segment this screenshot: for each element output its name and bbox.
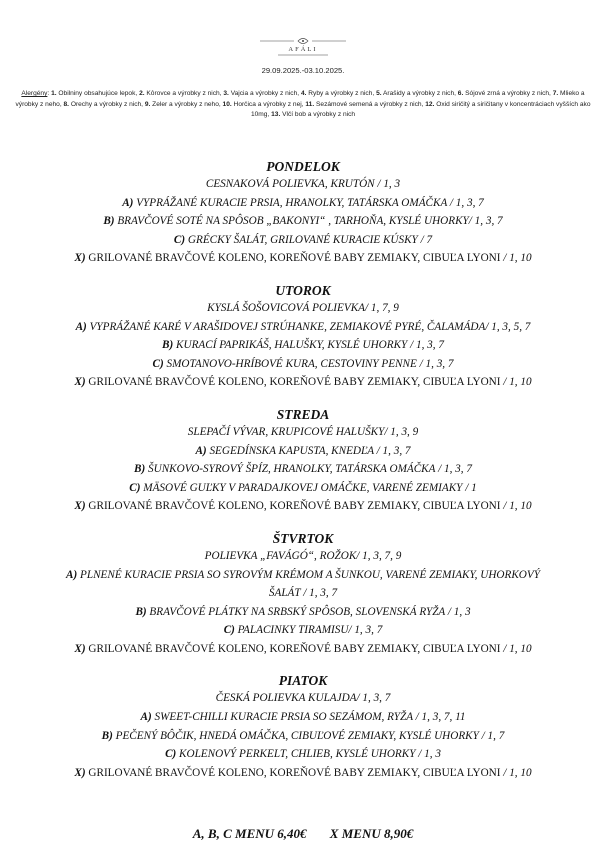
allergen-number: 4. [300, 90, 307, 97]
meal-key: A) [140, 711, 152, 724]
meal-line [0, 355, 606, 374]
x-meal-text: GRILOVANÉ BRAVČOVÉ KOLENO, KOREŇOVÉ BABY ZEMIAKY, CIBUĽA LYONI [85, 642, 504, 655]
meal-key: C) [223, 624, 235, 637]
x-meal-allergens: / 1, 10 [503, 642, 532, 655]
day-section [0, 406, 606, 516]
meal-text: SWEET-CHILLI KURACIE PRSIA SO SEZÁMOM, RYŽA / 1, 3, 7, 11 [151, 711, 466, 724]
x-meal-key: X) [74, 376, 86, 389]
allergen-number: 1. [51, 90, 57, 97]
weekly-menu [0, 158, 606, 782]
x-meal-key: X) [74, 500, 86, 513]
meal-line [0, 603, 606, 622]
allergen-text: Sezámové semená a výrobky z nich, [314, 100, 426, 108]
meal-line [0, 479, 606, 498]
meal-line [0, 194, 606, 213]
x-meal-allergens: / 1, 10 [503, 376, 532, 389]
allergen-text: Arašidy a výrobky z nich, [381, 90, 458, 97]
logo-text: AFÁLI [288, 46, 318, 53]
allergen-text: Zeler a výrobky z neho, [150, 100, 223, 108]
allergen-number: 5. [376, 90, 382, 97]
allergen-text: Vlčí bob a výrobky z nich [280, 111, 356, 119]
meal-text: BRAVČOVÉ SOTÉ NA SPÔSOB „BAKONYI“ , TARHOŇA, KYSLÉ UHORKY/ 1, 3, 7 [114, 215, 503, 228]
meal-text: MÄSOVÉ GUĽKY V PARADAJKOVEJ OMÁČKE, VARENÉ ZEMIAKY / 1 [140, 481, 477, 494]
abc-menu-price: A, B, C MENU 6,40€ [192, 826, 307, 841]
allergen-text: Orechy a výrobky z nich, [68, 100, 145, 108]
day-section [0, 158, 606, 268]
meal-text: VYPRÁŽANÉ KARÉ V ARAŠIDOVEJ STRÚHANKE, ZEMIAKOVÉ PYRÉ, ČALAMÁDA/ 1, 3, 5, 7 [86, 320, 531, 333]
allergen-number: 7. [552, 90, 559, 97]
day-section [0, 672, 606, 782]
day-title: UTOROK [275, 282, 331, 298]
x-meal-key: X) [74, 252, 86, 265]
meal-line [0, 621, 606, 640]
allergen-number: 11. [305, 100, 315, 108]
meal-key: A) [122, 196, 134, 209]
meal-key: B) [103, 215, 115, 228]
meal-key: B) [135, 605, 147, 618]
x-menu-price: X MENU 8,90€ [329, 826, 414, 841]
allergen-number: 8. [63, 100, 69, 108]
x-meal-key: X) [74, 766, 86, 779]
allergen-text: Ryby a výrobky z nich, [306, 90, 377, 97]
soup-line: CESNAKOVÁ POLIEVKA, KRUTÓN / 1, 3 [205, 178, 401, 190]
day-spacer [0, 658, 606, 672]
allergen-text: Obilniny obsahujúce lepok, [56, 90, 140, 97]
meal-line [0, 212, 606, 231]
meal-text: PLNENÉ KURACIE PRSIA SO SYROVÝM KRÉMOM A ŠUNKOU, VARENÉ ZEMIAKY, UHORKOVÝ [77, 568, 540, 581]
meal-text: PEČENÝ BÔČIK, HNEDÁ OMÁČKA, CIBUĽOVÉ ZEMIAKY, KYSLÉ UHORKY / 1, 7 [112, 729, 505, 742]
meal-line [0, 336, 606, 355]
meal-text: ŠUNKOVO-SYROVÝ ŠPÍZ, HRANOLKY, TATÁRSKA OMÁČKA / 1, 3, 7 [145, 463, 472, 476]
allergen-text: Sójové zrná a výrobky z nich, [463, 90, 553, 97]
meal-text: GRÉCKY ŠALÁT, GRILOVANÉ KURACIE KÚSKY / 7 [185, 233, 433, 246]
meal-text: PALACINKY TIRAMISU/ 1, 3, 7 [234, 624, 383, 637]
x-meal-text: GRILOVANÉ BRAVČOVÉ KOLENO, KOREŇOVÉ BABY ZEMIAKY, CIBUĽA LYONI [85, 376, 504, 389]
x-meal-line [0, 249, 606, 268]
day-spacer [0, 392, 606, 406]
allergen-number: 3. [223, 90, 229, 97]
day-spacer [0, 268, 606, 282]
meal-line [0, 442, 606, 461]
x-meal-allergens: / 1, 10 [503, 252, 532, 265]
soup-line: SLEPAČÍ VÝVAR, KRUPICOVÉ HALUŠKY/ 1, 3, 9 [187, 425, 419, 438]
logo-ornament-icon [258, 36, 348, 46]
allergen-text: Oxid siričitý a siričitany v koncentráciach vyšších ako 10mg, [250, 100, 591, 119]
meal-key: B) [134, 463, 146, 476]
x-meal-text: GRILOVANÉ BRAVČOVÉ KOLENO, KOREŇOVÉ BABY ZEMIAKY, CIBUĽA LYONI [85, 766, 504, 779]
x-meal-key: X) [74, 642, 86, 655]
x-meal-text: GRILOVANÉ BRAVČOVÉ KOLENO, KOREŇOVÉ BABY ZEMIAKY, CIBUĽA LYONI [85, 500, 504, 513]
meal-text: KURACÍ PAPRIKÁŠ, HALUŠKY, KYSLÉ UHORKY / 1, 3, 7 [173, 339, 444, 352]
x-meal-line [0, 640, 606, 659]
meal-key: C) [165, 748, 177, 761]
allergen-number: 13. [271, 111, 281, 119]
allergen-text: Vajcia a výrobky z nich, [228, 90, 301, 97]
meal-key: A) [195, 444, 207, 457]
day-section [0, 530, 606, 659]
meal-line [0, 745, 606, 764]
allergen-number: 10. [222, 100, 232, 108]
meal-line [0, 460, 606, 479]
day-spacer [0, 516, 606, 530]
day-title: PIATOK [278, 673, 328, 689]
allergen-number: 2. [139, 90, 145, 97]
meal-key: C) [173, 233, 186, 246]
meal-key: A) [66, 568, 78, 581]
meal-text: SEGEDÍNSKA KAPUSTA, KNEDĽA / 1, 3, 7 [206, 444, 411, 457]
day-title: PONDELOK [266, 159, 340, 174]
meal-line [0, 708, 606, 727]
meal-line [0, 231, 606, 250]
day-title: STREDA [276, 406, 330, 422]
day-title: ŠTVRTOK [272, 530, 334, 546]
date-range: 29.09.2025.-03.10.2025. [261, 66, 345, 75]
meal-key: A) [75, 320, 87, 333]
meal-line [0, 727, 606, 746]
logo-underline-icon [258, 53, 348, 57]
x-meal-allergens: / 1, 10 [503, 500, 532, 513]
x-meal-line [0, 497, 606, 516]
soup-line: ČESKÁ POLIEVKA KULAJDA/ 1, 3, 7 [215, 692, 391, 705]
allergen-number: 9. [144, 100, 151, 108]
meal-key: C) [129, 481, 141, 494]
meal-line [0, 318, 606, 337]
allergen-number: 12. [425, 100, 435, 108]
meal-key: C) [152, 357, 164, 370]
meal-key: B) [162, 339, 174, 352]
meal-text: KOLENOVÝ PERKELT, CHLIEB, KYSLÉ UHORKY / 1, 3 [176, 748, 441, 761]
price-footer [0, 826, 606, 842]
meal-text: SMOTANOVO-HRÍBOVÉ KURA, CESTOVINY PENNE / 1, 3, 7 [163, 357, 454, 370]
x-meal-line [0, 373, 606, 392]
meal-key: B) [101, 729, 113, 742]
allergen-text: Mlieko a výrobky z neho, [15, 90, 585, 108]
meal-text: VYPRÁŽANÉ KURACIE PRSIA, HRANOLKY, TATÁRSKA OMÁČKA / 1, 3, 7 [133, 196, 484, 209]
x-meal-text: GRILOVANÉ BRAVČOVÉ KOLENO, KOREŇOVÉ BABY ZEMIAKY, CIBUĽA LYONI [85, 252, 504, 265]
allergen-text: Kôrovce a výrobky z nich, [144, 90, 224, 97]
x-meal-line [0, 764, 606, 783]
x-meal-allergens: / 1, 10 [503, 766, 532, 779]
allergen-text: Horčica a výrobky z nej, [231, 100, 306, 108]
meal-text: BRAVČOVÉ PLÁTKY NA SRBSKÝ SPÔSOB, SLOVENSKÁ RYŽA / 1, 3 [146, 605, 471, 618]
allergen-number: 6. [457, 90, 464, 97]
meal-line-continued: ŠALÁT / 1, 3, 7 [268, 587, 338, 600]
soup-line: POLIEVKA „FAVÁGÓ“, ROŽOK/ 1, 3, 7, 9 [204, 549, 402, 562]
allergen-legend: Alergény: 1. Obilniny obsahujúce lepok, 2. Kôrovce a výrobky z nich, 3. Vajcia a výrobky z nich, 4. Ryby a výrobky z nich, 5. Arašidy a výrobky z nich, 6. Sójové zrná a výrobky z nich, 7. Mlieko a výrobky z neho, 8. Orechy a výrobky z nich, 9. Zeler a výrobky z neho, 10. Horčica a výrobky z nej, 11. Sezámové semená a výrobky z nich, 12. Oxid siričitý a siričitany v koncentráciach vyšších ako 10mg, 13. Vlčí bob a výrobky z nich [15, 90, 591, 119]
allergen-label: Alergény [21, 90, 48, 97]
meal-line [0, 566, 606, 585]
restaurant-logo [0, 36, 606, 57]
day-section [0, 282, 606, 392]
soup-line: KYSLÁ ŠOŠOVICOVÁ POLIEVKA/ 1, 7, 9 [207, 301, 399, 314]
